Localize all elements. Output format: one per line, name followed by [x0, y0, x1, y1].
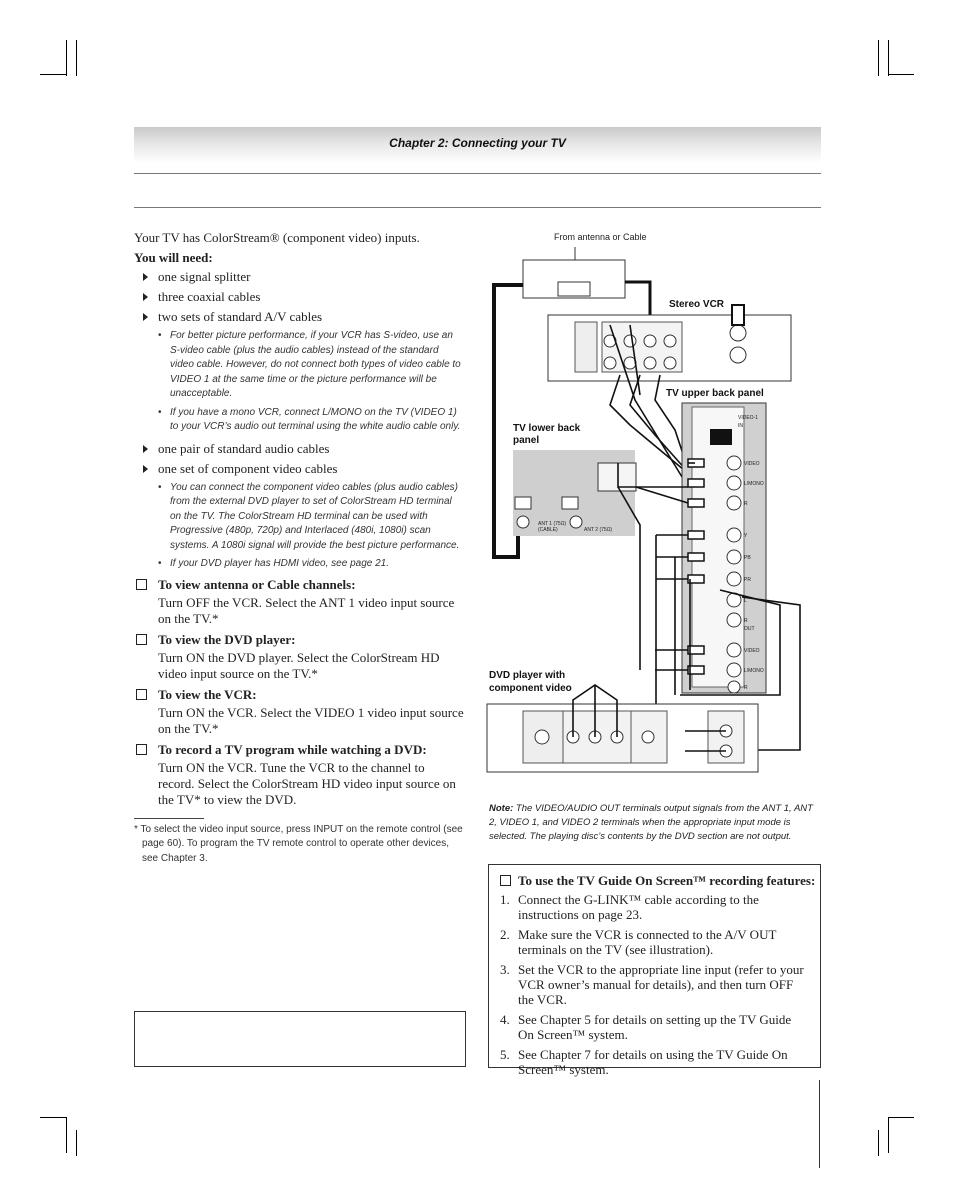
chapter-title: Chapter 2: Connecting your TV: [389, 136, 566, 150]
svg-text:IN: IN: [738, 423, 743, 429]
note-label: Note:: [489, 803, 514, 814]
svg-text:OUT: OUT: [744, 626, 755, 632]
tv-upper-label: TV upper back panel: [666, 388, 764, 399]
list-item: 3. Set the VCR to the appropriate line input (refer to your VCR owner’s manual for details), and then turn OFF the VCR.: [500, 962, 804, 1007]
dvd-label: DVD player with: [489, 670, 566, 681]
dvd-label: component video: [489, 683, 572, 694]
note-paragraph: [489, 802, 819, 844]
svg-text:ANT 1 (75Ω): ANT 1 (75Ω): [538, 521, 567, 527]
list-item: three coaxial cables: [134, 289, 464, 305]
step-text: Turn ON the DVD player. Select the ColorStream HD video input source on the TV.*: [158, 649, 440, 681]
svg-text:R: R: [744, 501, 748, 507]
guide-box: [488, 864, 821, 1077]
step-text: Turn ON the VCR. Select the VIDEO 1 video input source on the TV.*: [158, 704, 464, 736]
footnote: * To select the video input source, press INPUT on the remote control (see page 60). To program the TV remote control to operate other devices, see Chapter 3.: [134, 823, 463, 864]
divider: [134, 173, 821, 174]
checkbox-icon: [500, 875, 511, 886]
step-text: Turn OFF the VCR. Select the ANT 1 video input source on the TV.*: [158, 594, 455, 626]
svg-text:VIDEO: VIDEO: [744, 648, 760, 654]
tv-lower-label: TV lower back: [513, 423, 581, 434]
list-item: one signal splitter: [134, 269, 464, 285]
list-item: one pair of standard audio cables: [134, 441, 464, 457]
checkbox-icon: [136, 689, 147, 700]
svg-text:PR: PR: [744, 577, 751, 583]
step-title: To view antenna or Cable channels:: [134, 577, 464, 593]
note-item: • If your DVD player has HDMI video, see page 21.: [134, 557, 464, 572]
svg-text:VIDEO: VIDEO: [744, 461, 760, 467]
note-item: • If you have a mono VCR, connect L/MONO on the TV (VIDEO 1) to your VCR’s audio out terminal using the white audio cable only.: [134, 406, 464, 435]
note-item: • For better picture performance, if your VCR has S-video, use an S-video cable (plus the audio cables) instead of the standard video cable. However, do not connect both types of video cable to VIDEO 1 at the same time or the picture performance will be unacceptable.: [134, 329, 464, 402]
checkbox-icon: [136, 579, 147, 590]
list-item: 5. See Chapter 7 for details on using the TV Guide On Screen™ system.: [500, 1047, 788, 1077]
svg-text:R: R: [744, 685, 748, 691]
svg-text:L/MONO: L/MONO: [744, 481, 764, 487]
svg-text:VIDEO-1: VIDEO-1: [738, 415, 759, 421]
margin-rule: [819, 1080, 820, 1168]
svg-text:PB: PB: [744, 555, 751, 561]
list-item: one set of component video cables: [134, 461, 464, 477]
step-title: To view the VCR:: [134, 687, 464, 703]
list-item: 4. See Chapter 5 for details on setting up the TV Guide On Screen™ system.: [500, 1012, 792, 1042]
stereo-vcr-label: Stereo VCR: [669, 299, 725, 310]
tv-lower-label: panel: [513, 435, 540, 446]
svg-text:ANT 2 (75Ω): ANT 2 (75Ω): [584, 527, 613, 533]
list-item: 1. Connect the G-LINK™ cable according to the instructions on page 23.: [500, 892, 759, 922]
step-title: To record a TV program while watching a DVD:: [134, 742, 464, 758]
left-column: [134, 230, 464, 866]
checkbox-icon: [136, 634, 147, 645]
you-will-need-heading: You will need:: [134, 250, 213, 265]
from-antenna-label: From antenna or Cable: [554, 232, 647, 242]
guide-title: To use the TV Guide On Screen™ recording features:: [489, 873, 820, 888]
chapter-header: [134, 127, 821, 163]
guide-list: [489, 892, 820, 1077]
svg-text:R: R: [744, 618, 748, 624]
svg-text:(CABLE): (CABLE): [538, 527, 558, 533]
svg-text:L/MONO: L/MONO: [744, 668, 764, 674]
list-item: two sets of standard A/V cables: [134, 309, 464, 325]
blank-box: [134, 1011, 466, 1067]
note-item: • You can connect the component video cables (plus audio cables) from the external DVD player to set of ColorStream HD terminal on the TV. The ColorStream HD terminal can be used with Progressive (480p, 720p) and Interlaced (480i, 1080i) scan systems. A 1080i signal will provide the best picture performance.: [134, 481, 464, 554]
footnote-rule: [134, 818, 204, 819]
connection-diagram: [480, 225, 821, 805]
intro-text: Your TV has ColorStream® (component video) inputs.: [134, 230, 420, 245]
divider: [134, 207, 821, 208]
note-text: The VIDEO/AUDIO OUT terminals output signals from the ANT 1, ANT 2, VIDEO 1, and VIDEO 2 terminals when the appropriate input mode is selected. The playing disc’s contents by the DVD section are not output.: [489, 803, 813, 842]
step-title: To view the DVD player:: [134, 632, 464, 648]
svg-text:Y: Y: [744, 533, 748, 539]
list-item: 2. Make sure the VCR is connected to the A/V OUT terminals on the TV (see illustration).: [500, 927, 777, 957]
svg-text:L: L: [744, 598, 747, 604]
step-text: Turn ON the VCR. Tune the VCR to the channel to record. Select the ColorStream HD video input source on the TV* to view the DVD.: [158, 759, 456, 807]
checkbox-icon: [136, 744, 147, 755]
